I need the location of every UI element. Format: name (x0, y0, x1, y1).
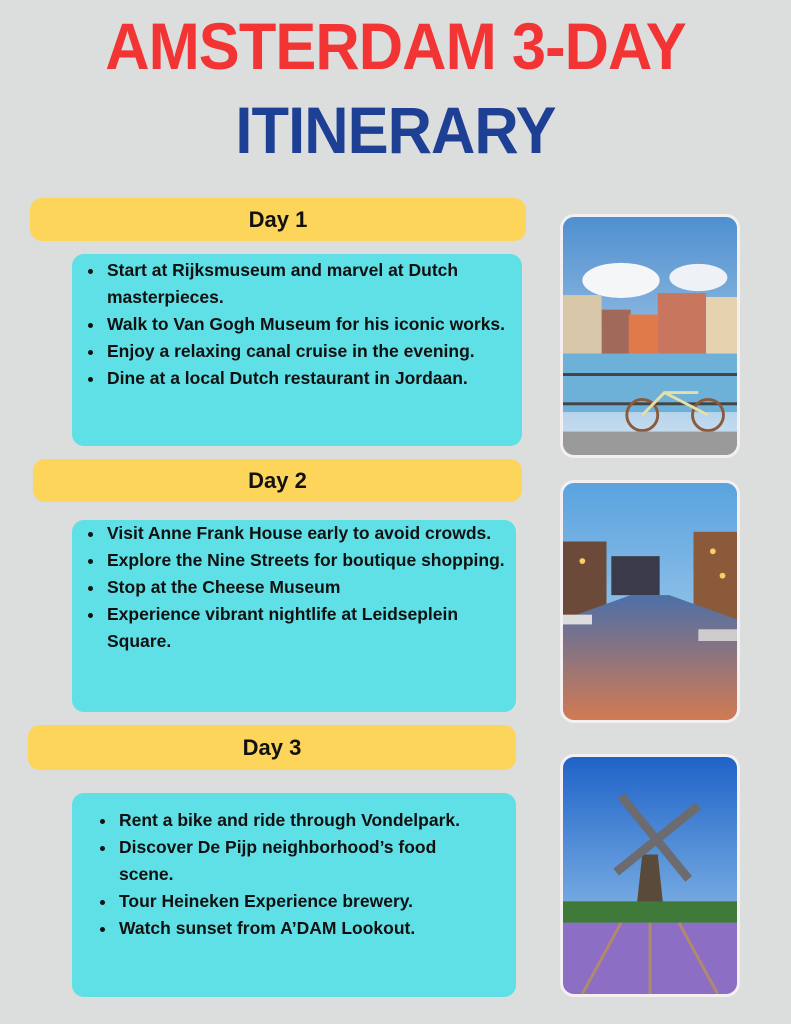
list-item: • Stop at the Cheese Museum (105, 574, 510, 601)
list-item: • Watch sunset from A’DAM Lookout. (117, 915, 476, 942)
list-item: • Tour Heineken Experience brewery. (117, 888, 476, 915)
list-item: • Dine at a local Dutch restaurant in Jordaan. (105, 365, 514, 392)
windmill-tulips-photo (560, 754, 740, 997)
list-item: • Start at Rijksmuseum and marvel at Dutch masterpieces. (105, 257, 514, 311)
list-item: • Discover De Pijp neighborhood’s food scene. (117, 834, 476, 888)
title-line-2: ITINERARY (235, 93, 556, 167)
day-1-activities (72, 254, 522, 446)
day-3-header: Day 3 (28, 725, 516, 770)
canal-evening-photo (560, 480, 740, 723)
title-line-1: AMSTERDAM 3-DAY (105, 9, 686, 83)
canal-bicycle-photo (560, 214, 740, 458)
list-item: • Enjoy a relaxing canal cruise in the evening. (105, 338, 514, 365)
day-2-header: Day 2 (33, 459, 522, 502)
list-item: • Visit Anne Frank House early to avoid crowds. (105, 520, 510, 547)
list-item: • Explore the Nine Streets for boutique shopping. (105, 547, 510, 574)
day-1-header: Day 1 (30, 198, 526, 241)
day-3-activities (72, 793, 516, 997)
day-2-activities (72, 520, 516, 712)
list-item: • Rent a bike and ride through Vondelpark. (117, 807, 476, 834)
list-item: • Experience vibrant nightlife at Leidseplein Square. (105, 601, 510, 655)
list-item: • Walk to Van Gogh Museum for his iconic works. (105, 311, 514, 338)
